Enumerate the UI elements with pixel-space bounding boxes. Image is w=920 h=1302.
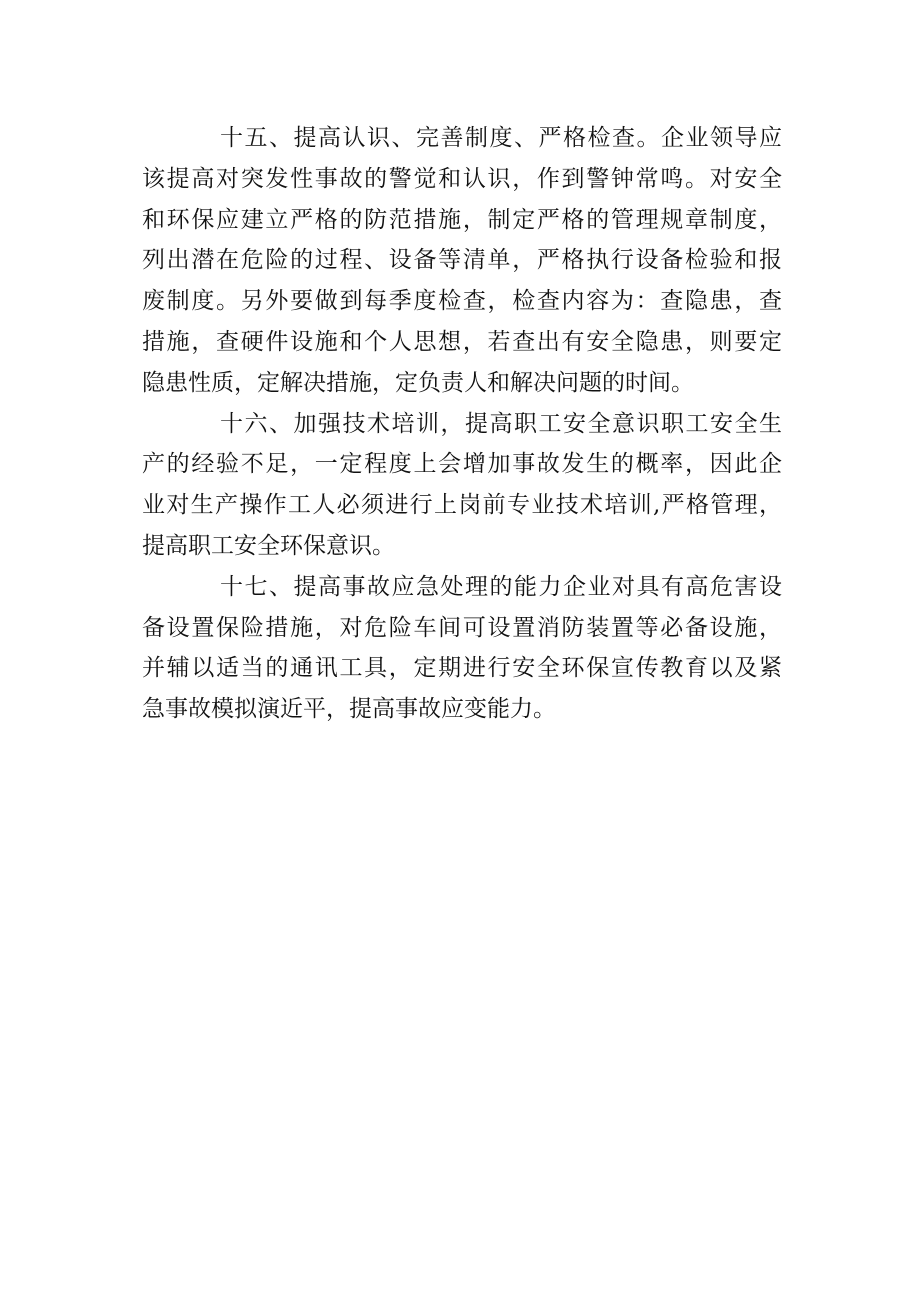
paragraph-17: [142, 567, 782, 730]
paragraph-line: 该提高对突发性事故的警觉和认识，作到警钟常鸣。对安全: [142, 165, 782, 192]
paragraph-line: 措施，查硬件设施和个人思想，若查出有安全隐患，则要定: [142, 328, 782, 355]
paragraph-line: 隐患性质，定解决措施，定负责人和解决问题的时间。: [142, 369, 694, 396]
paragraph-line: 十五、提高认识、完善制度、严格检查。企业领导应: [220, 125, 782, 151]
paragraph-line: 列出潜在危险的过程、设备等清单，严格执行设备检验和报: [142, 247, 782, 274]
paragraph-15: [142, 118, 782, 404]
paragraph-line: 废制度。另外要做到每季度检查，检查内容为：查隐患，查: [142, 288, 782, 315]
paragraph-line: 和环保应建立严格的防范措施，制定严格的管理规章制度，: [142, 206, 782, 233]
paragraph-line: 十七、提高事故应急处理的能力企业对具有高危害设: [220, 573, 782, 600]
paragraph-line: 提高职工安全环保意识。: [142, 532, 395, 559]
paragraph-line: 急事故模拟演近平，提高事故应变能力。: [142, 696, 556, 723]
paragraph-line: 并辅以适当的通讯工具，定期进行安全环保宣传教育以及紧: [142, 655, 782, 682]
document-body: [142, 118, 782, 730]
paragraph-line: 备设置保险措施，对危险车间可设置消防装置等必备设施，: [142, 614, 782, 641]
paragraph-line: 十六、加强技术培训，提高职工安全意识职工安全生: [220, 410, 782, 437]
paragraph-16: [142, 404, 782, 567]
paragraph-line: 业对生产操作工人必须进行上岗前专业技术培训,严格管理，: [142, 492, 782, 519]
paragraph-line: 产的经验不足，一定程度上会增加事故发生的概率，因此企: [142, 451, 782, 478]
